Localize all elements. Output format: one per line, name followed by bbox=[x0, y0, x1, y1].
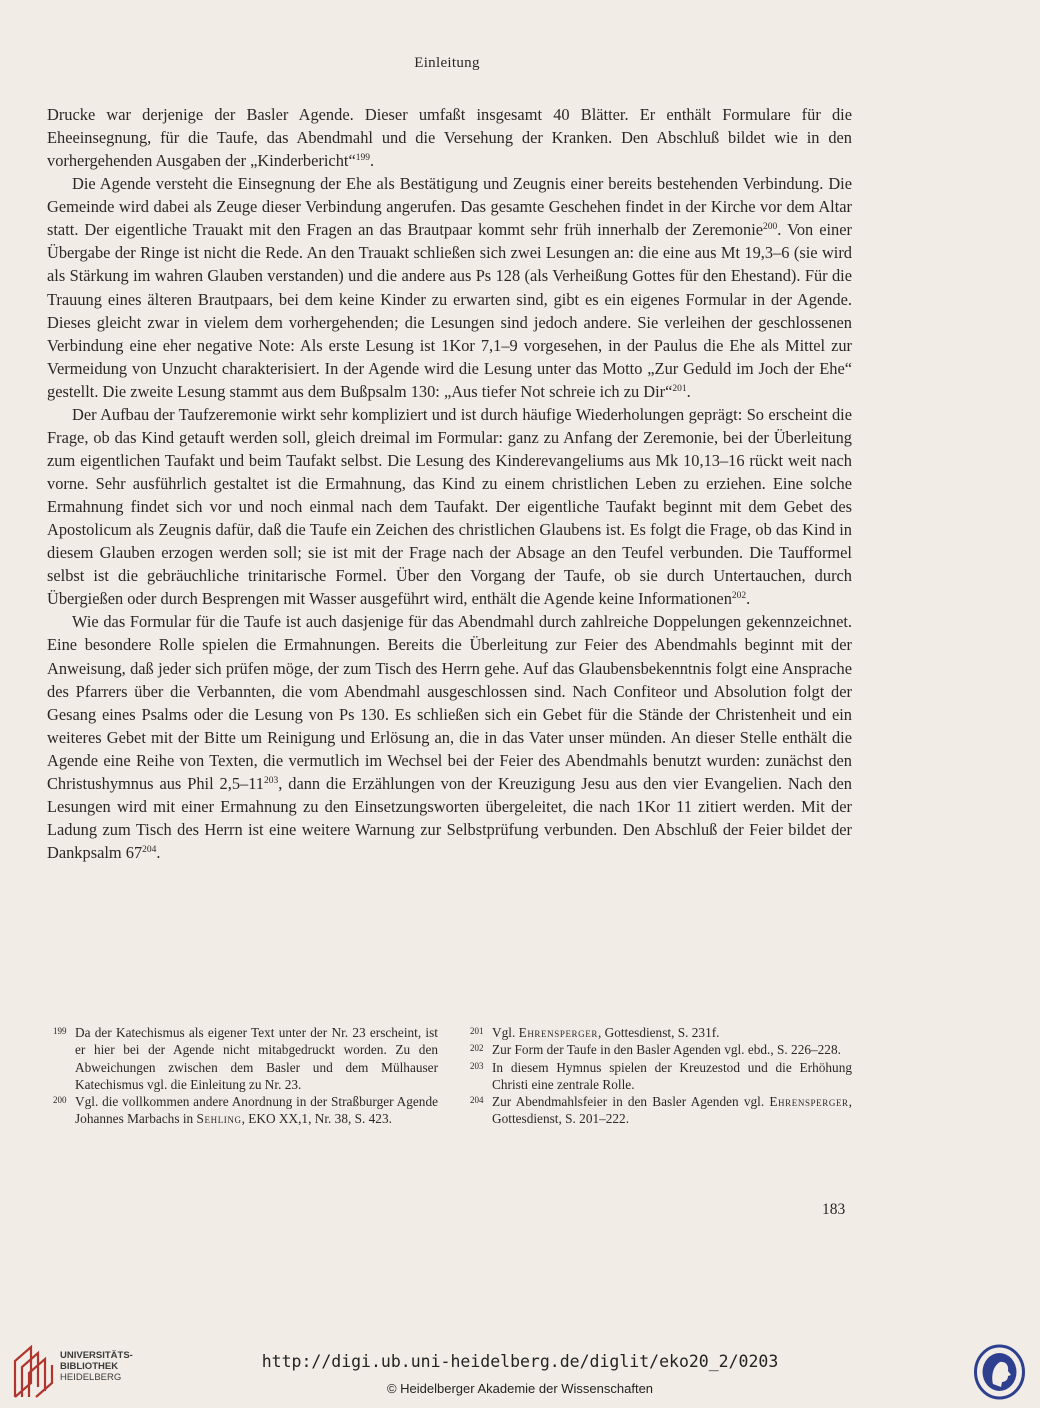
paragraph-text: Der Aufbau der Taufzeremonie wirkt sehr kompliziert und ist durch häufige Wiederholungen geprägt: So erscheint die Frage, ob das Kind getauft werden soll, gleich dreimal im Formular: ganz zu Anfang der Zeremonie, bei der Überleitung zum eigentlichen Taufakt und beim Taufakt selbst. Die Lesung des Kinderevangeliums aus Mk 10,13–16 rückt weit nach vorne. Sehr ausführlich gestaltet ist die Ermahnung, das Kind zu einem christlichen Leben zu erziehen. Eine solche Ermahnung findet sich vor und noch einmal nach dem Taufakt. Der eigentliche Taufakt beginnt mit dem Gebet des Apostolicum als Zeugnis dafür, daß die Taufe ein Zeichen des christlichen Glaubens ist. Es folgt die Frage, ob das Kind in diesem Glauben erzogen werden soll; sie ist mit der Frage nach der Absage an den Teufel verbunden. Die Taufformel selbst ist die gebräuchliche trinitarische Formel. Über den Vorgang der Taufe, ob sie durch Untertauchen, durch Übergießen oder durch Besprengen mit Wasser ausgeführt wird, enthält die Agende keine Informationen bbox=[47, 404, 852, 609]
footnote-ref[interactable]: 200 bbox=[763, 222, 778, 233]
copyright-notice: © Heidelberger Akademie der Wissenschaften bbox=[386, 1381, 654, 1396]
author-name: Sehling bbox=[196, 1111, 242, 1127]
footnote-ref[interactable]: 199 bbox=[355, 153, 370, 164]
footnote-text: In diesem Hymnus spielen der Kreuzestod und die Erhöhung Christi eine zentrale Rolle. bbox=[492, 1059, 852, 1092]
footnotes-right-column bbox=[464, 1024, 852, 1128]
paragraph bbox=[47, 103, 852, 172]
paragraph bbox=[47, 172, 852, 403]
library-name-line: UNIVERSITÄTS- bbox=[60, 1350, 133, 1361]
footnote-ref[interactable]: 201 bbox=[672, 383, 687, 394]
footnotes-left-column bbox=[47, 1024, 438, 1128]
paragraph-end: . bbox=[746, 589, 751, 609]
paragraph-text: Drucke war derjenige der Basler Agende. Dieser umfaßt insgesamt 40 Blätter. Er enthält Formulare für die Eheeinsegnung, für die Taufe, das Abendmahl und die Versehung der Kranken. Den Abschluß bildet wie in den vorhergehenden Ausgaben der „Kinderbericht“ bbox=[47, 105, 852, 171]
footnote-text: Vgl. bbox=[492, 1025, 519, 1040]
running-header: Einleitung bbox=[414, 55, 480, 71]
academy-seal-icon bbox=[973, 1344, 1026, 1400]
paragraph-text: Wie das Formular für die Taufe ist auch dasjenige für das Abendmahl durch zahlreiche Doppelungen gekennzeichnet. Eine besondere Rolle spielen die Ermahnungen. Bereits die Überleitung zur Feier des Abendmahls beginnt mit der Anweisung, daß jeder sich prüfen möge, der zum Tisch des Herrn gehe. Auf das Glaubensbekenntnis folgt eine Ansprache des Pfarrers über die Verbannten, die vom Abendmahl ausgeschlossen sind. Nach Confiteor und Absolution folgt der Gesang eines Psalms oder die Lesung von Ps 130. Es schließen sich ein Gebet für die Stände der Christenheit und ein weiteres Gebet mit der Bitte um Reinigung und Erlösung an, die in das Vater unser münden. An dieser Stelle enthält die Agende eine Reihe von Texten, die vermutlich im Wechsel bei der Feier des Abendmahls benutzt wurden: zunächst den Christushymnus aus Phil 2,5–11 bbox=[47, 612, 852, 793]
footnote-text: Zur Form der Taufe in den Basler Agenden vgl. ebd., S. 226–228. bbox=[492, 1042, 841, 1058]
author-name: Ehrensperger bbox=[769, 1094, 849, 1110]
body-text bbox=[47, 103, 852, 864]
footnote-number: 202 bbox=[470, 1043, 484, 1054]
footnote-199 bbox=[47, 1024, 438, 1093]
paragraph-end: . bbox=[686, 381, 691, 401]
paragraph-text: . Von einer Übergabe der Ringe ist nicht die Rede. An den Trauakt schließen sich zwei Lesungen an: die eine aus Mt 19,3–6 (sie wird als Stärkung im wahren Glauben verstanden) und die andere aus Ps 128 (als Verheißung Gottes für den Ehestand). Für die Trauung eines älteren Brautpaars, bei dem keine Kinder zu erwarten sind, gibt es ein eigenes Formular in der Agende. Dieses gleicht zwar in vielem dem vorhergehenden; die Lesungen sind jedoch andere. Sie verleihen der geschlossenen Verbindung eine eher negative Note: Als erste Lesung ist 1Kor 7,1–9 vorgesehen, in der Paulus die Ehe als Mittel zur Vermeidung von Unzucht charakterisiert. In der Agende wird die Lesung unter das Motto „Zur Geduld im Joch der Ehe“ gestellt. Die zweite Lesung stammt aus dem Bußpsalm 130: „Aus tiefer Not schreie ich zu Dir“ bbox=[47, 220, 852, 401]
footnote-201 bbox=[464, 1024, 852, 1041]
author-name: Ehrensperger bbox=[518, 1025, 598, 1040]
footnote-ref[interactable]: 203 bbox=[264, 775, 279, 786]
footnote-number: 203 bbox=[470, 1060, 484, 1071]
library-name-line: HEIDELBERG bbox=[60, 1372, 122, 1383]
footnote-text: , Gottesdienst, S. 231f. bbox=[597, 1025, 720, 1040]
library-name-line: BIBLIOTHEK bbox=[60, 1361, 119, 1372]
footnote-202 bbox=[464, 1041, 852, 1058]
footnote-number: 199 bbox=[53, 1026, 67, 1036]
paragraph bbox=[47, 610, 852, 864]
footnote-text: Vgl. die vollkommen andere Anordnung in der Straßburger Agende Johannes Marbachs in bbox=[75, 1094, 438, 1127]
paragraph-text: Die Agende versteht die Einsegnung der Ehe als Bestätigung und Zeugnis einer bereits bestehenden Verbindung. Die Gemeinde wird dabei als Zeuge dieser Verbindung angerufen. Das gesamte Geschehen findet in der Kirche vor dem Altar statt. Der eigentliche Trauakt mit den Fragen an das Brautpaar kommt sehr früh innerhalb der Zeremonie bbox=[47, 174, 852, 240]
paragraph bbox=[47, 403, 852, 611]
page-number: 183 bbox=[822, 1201, 846, 1218]
paragraph-end: . bbox=[156, 843, 161, 862]
footnote-number: 204 bbox=[470, 1095, 484, 1106]
paragraph-end: . bbox=[369, 151, 375, 171]
digitization-footer bbox=[0, 1335, 1040, 1408]
footnote-text: Da der Katechismus als eigener Text unter der Nr. 23 erscheint, ist er hier bei der Agende nicht mitabgedruckt worden. Zu den Abweichungen zwischen dem Basler und dem Mülhauser Katechismus vgl. die Einleitung zu Nr. 23. bbox=[75, 1025, 438, 1092]
footnote-ref[interactable]: 202 bbox=[731, 591, 747, 602]
footnote-ref[interactable]: 204 bbox=[142, 845, 157, 855]
footnote-text: , EKO XX,1, Nr. 38, S. 423. bbox=[241, 1111, 392, 1127]
footnote-200 bbox=[47, 1093, 438, 1128]
paragraph-text: , dann die Erzählungen von der Kreuzigung Jesu aus den vier Evangelien. Nach den Lesungen wird mit einer Ermahnung zu den Einsetzungsworten übergeleitet, die nach 1Kor 11 zitiert werden. Mit der Ladung zum Tisch des Herrn ist eine weitere Warnung zur Selbstprüfung verbunden. Den Abschluß der Feier bildet der Dankpsalm 67 bbox=[47, 773, 852, 862]
footnote-text: Zur Abendmahlsfeier in den Basler Agenden vgl. bbox=[492, 1094, 770, 1110]
footnote-number: 200 bbox=[53, 1095, 67, 1106]
footnote-text: , Gottesdienst, S. 201–222. bbox=[492, 1094, 852, 1127]
footnote-204 bbox=[464, 1093, 852, 1128]
footnote-203 bbox=[464, 1059, 852, 1094]
footnote-number: 201 bbox=[470, 1026, 484, 1036]
digitization-url-link[interactable]: http://digi.ub.uni-heidelberg.de/diglit/eko20_2/0203 bbox=[261, 1352, 779, 1371]
